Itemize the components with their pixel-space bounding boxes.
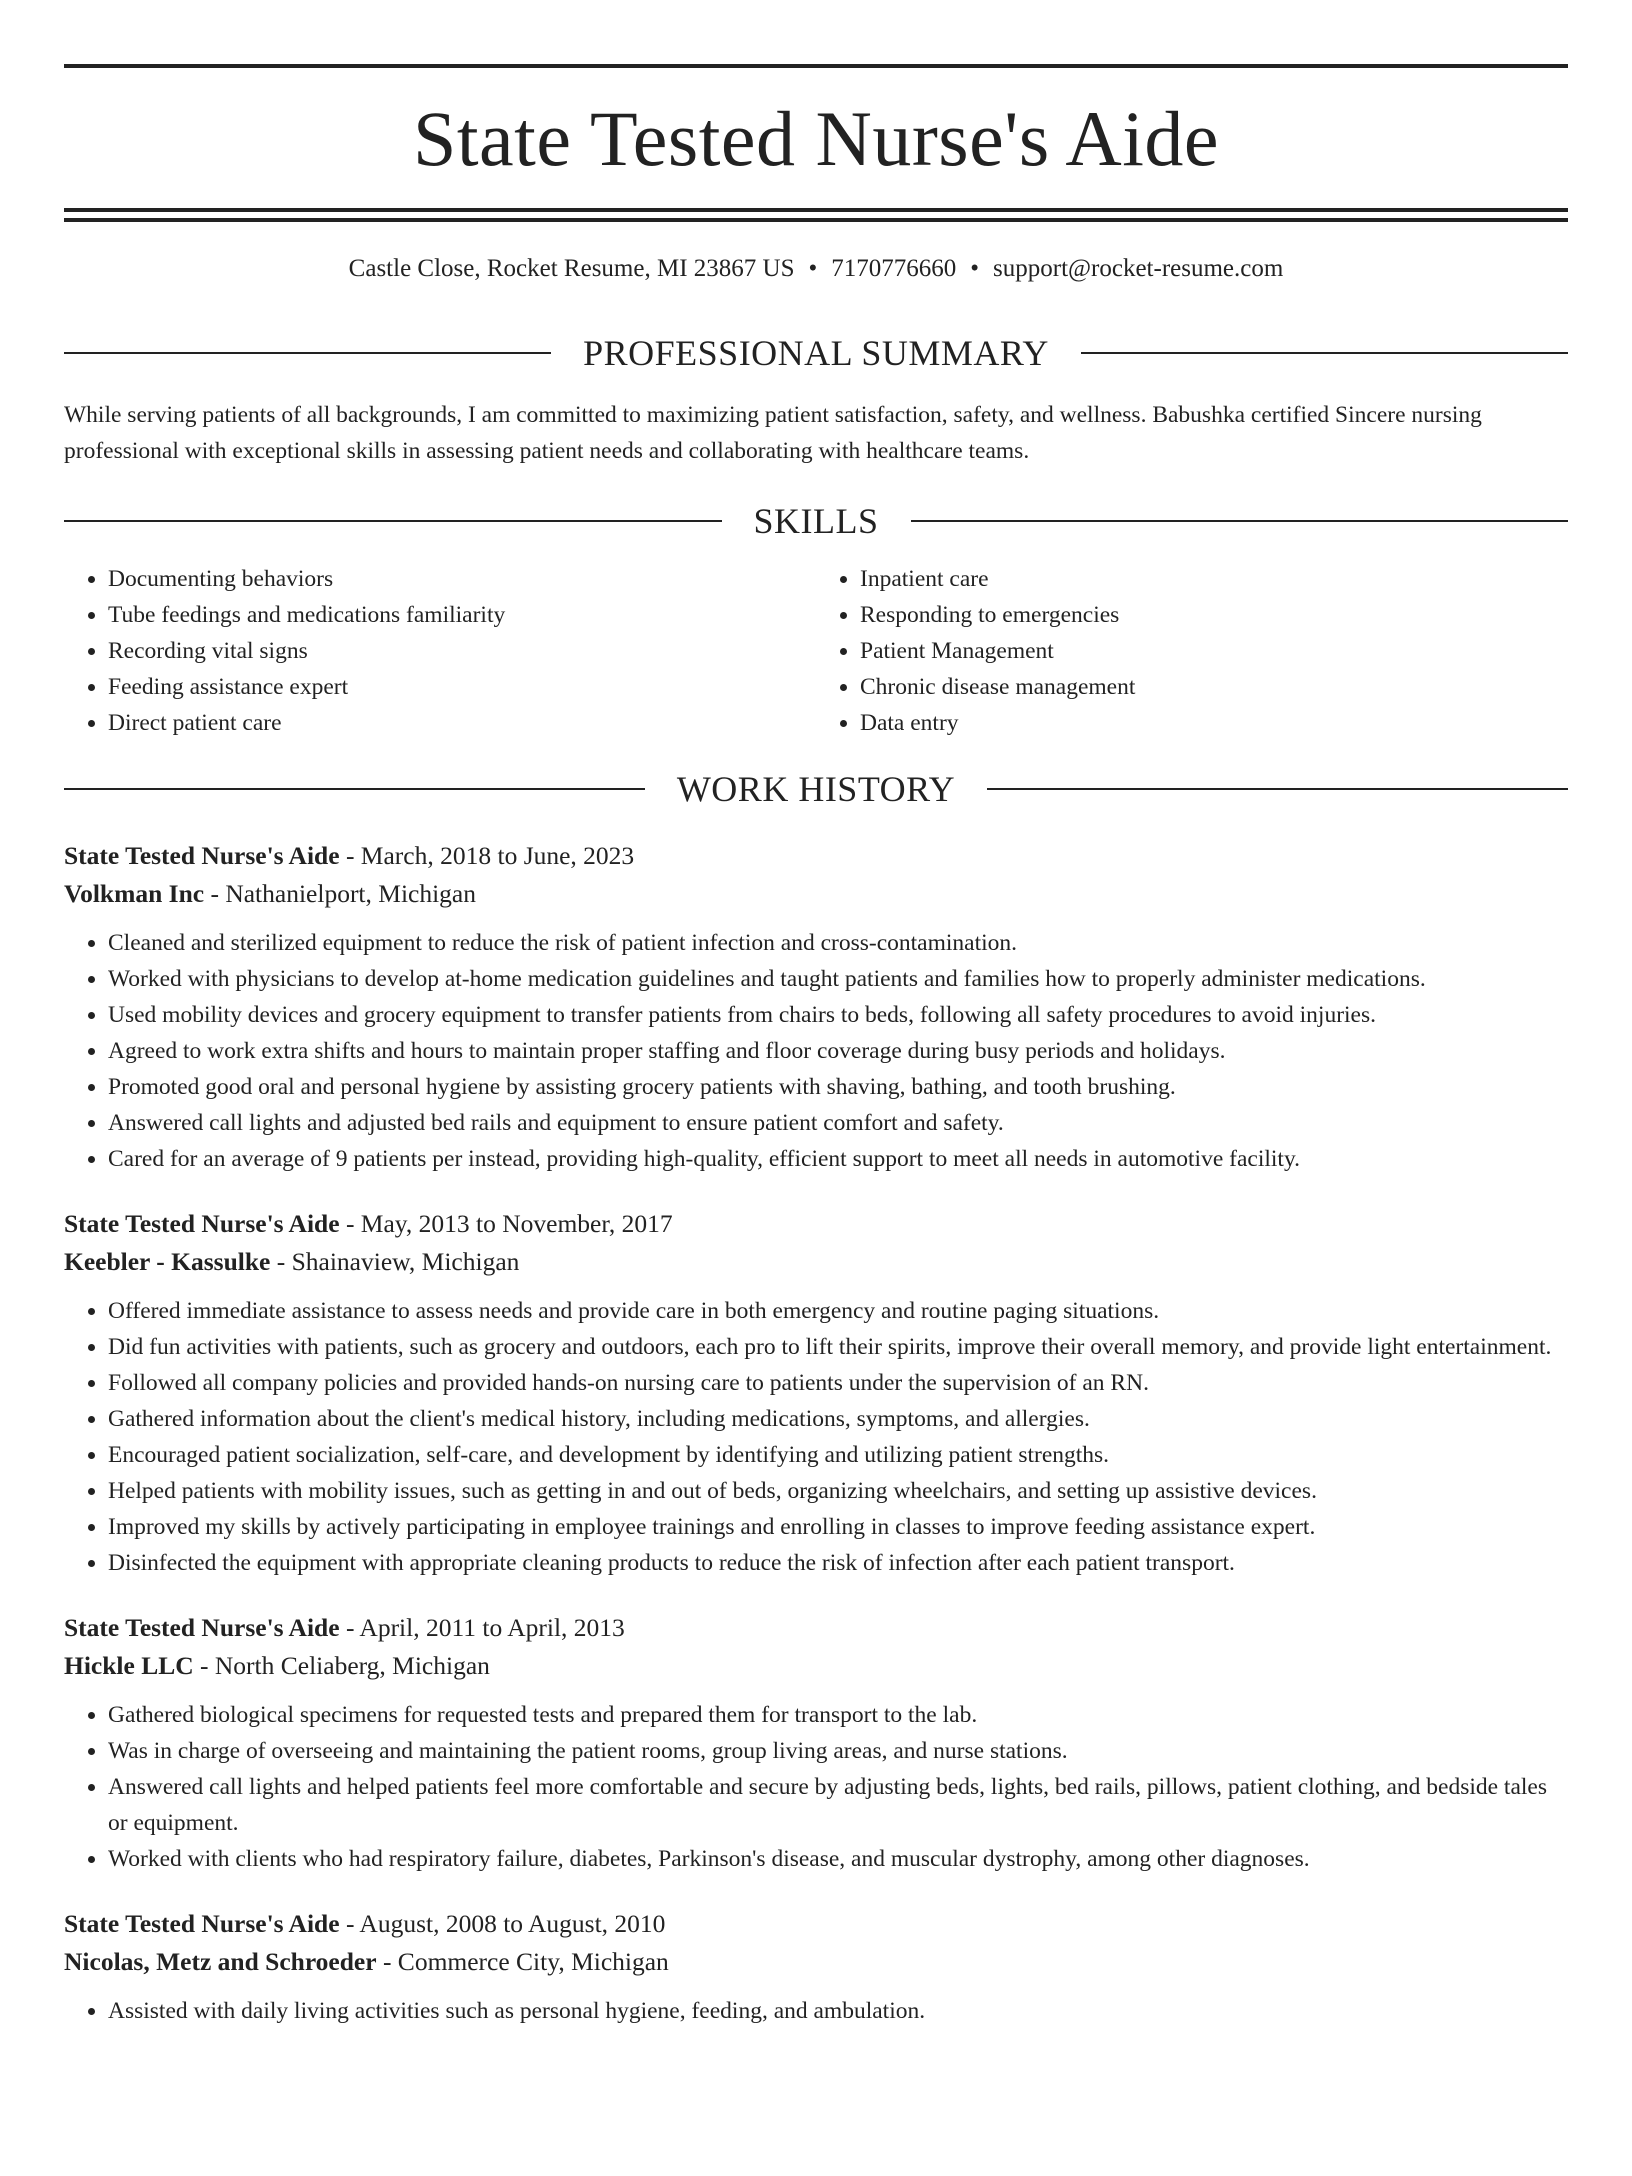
- job-title: State Tested Nurse's Aide: [64, 1613, 340, 1642]
- job-company-line: [64, 1243, 1568, 1281]
- resume-title: State Tested Nurse's Aide: [412, 95, 1220, 182]
- skill-item: • Patient Management: [860, 633, 1568, 669]
- contact-address: Castle Close, Rocket Resume, MI 23867 US: [348, 255, 795, 282]
- job-bullet: • Did fun activities with patients, such as grocery and outdoors, each pro to lift their spirits, improve their overall memory, and provide light entertainment.: [108, 1329, 1568, 1365]
- job-bullet: • Encouraged patient socialization, self-care, and development by identifying and utilizing patient strengths.: [108, 1437, 1568, 1473]
- job-bullet: • Agreed to work extra shifts and hours to maintain proper staffing and floor coverage during busy periods and holidays.: [108, 1033, 1568, 1069]
- summary-text: While serving patients of all backgrounds, I am committed to maximizing patient satisfaction, safety, and wellness. Babushka certified Sincere nursing professional with exceptional skills in assessing patient needs and collaborating with healthcare teams.: [64, 402, 1482, 464]
- job-bullet: • Cared for an average of 9 patients per instead, providing high-quality, efficient support to meet all needs in automotive facility.: [108, 1141, 1568, 1177]
- title-double-rule: [64, 208, 1568, 222]
- job-title: State Tested Nurse's Aide: [64, 841, 340, 870]
- job-bullet: • Gathered biological specimens for requested tests and prepared them for transport to the lab.: [108, 1697, 1568, 1733]
- contact-email: support@rocket-resume.com: [993, 255, 1284, 282]
- job-title-line: [64, 1205, 1568, 1243]
- job-bullet: • Gathered information about the client's medical history, including medications, symptoms, and allergies.: [108, 1401, 1568, 1437]
- job-bullet: • Offered immediate assistance to assess needs and provide care in both emergency and routine paging situations.: [108, 1293, 1568, 1329]
- contact-line: [64, 256, 1568, 281]
- job-title: State Tested Nurse's Aide: [64, 1209, 340, 1238]
- section-title: WORK HISTORY: [676, 769, 956, 809]
- job-bullet: • Assisted with daily living activities such as personal hygiene, feeding, and ambulation.: [108, 1993, 1568, 2029]
- job-bullets: [64, 925, 1568, 1177]
- job-bullet: • Answered call lights and adjusted bed rails and equipment to ensure patient comfort and safety.: [108, 1105, 1568, 1141]
- skill-item: • Documenting behaviors: [108, 561, 816, 597]
- job-bullet: • Followed all company policies and provided hands-on nursing care to patients under the supervision of an RN.: [108, 1365, 1568, 1401]
- job-location: - Shainaview, Michigan: [270, 1247, 520, 1276]
- job-entry: [64, 1609, 1568, 1877]
- job-entry: [64, 837, 1568, 1177]
- job-bullet: • Cleaned and sterilized equipment to reduce the risk of patient infection and cross-contamination.: [108, 925, 1568, 961]
- section-rule-left: [64, 520, 722, 522]
- job-title-line: [64, 837, 1568, 875]
- job-company-line: [64, 1943, 1568, 1981]
- skills-column-right: [816, 561, 1568, 741]
- contact-separator: •: [970, 255, 980, 282]
- top-rule: [64, 64, 1568, 68]
- job-bullet: • Promoted good oral and personal hygiene by assisting grocery patients with shaving, bathing, and tooth brushing.: [108, 1069, 1568, 1105]
- skill-item: • Tube feedings and medications familiarity: [108, 597, 816, 633]
- section-rule-right: [1081, 352, 1568, 354]
- skills-column-left: [64, 561, 816, 741]
- job-dates: - April, 2011 to April, 2013: [339, 1613, 625, 1642]
- job-company: Keebler - Kassulke: [64, 1247, 271, 1276]
- job-bullet: • Improved my skills by actively participating in employee trainings and enrolling in classes to improve feeding assistance expert.: [108, 1509, 1568, 1545]
- job-title-line: [64, 1609, 1568, 1647]
- skill-item: • Feeding assistance expert: [108, 669, 816, 705]
- section-title: SKILLS: [753, 501, 879, 541]
- job-bullet: • Was in charge of overseeing and maintaining the patient rooms, group living areas, and nurse stations.: [108, 1733, 1568, 1769]
- section-rule-left: [64, 788, 645, 790]
- job-title-line: [64, 1905, 1568, 1943]
- job-location: - Nathanielport, Michigan: [204, 879, 476, 908]
- section-header-skills: [64, 503, 1568, 539]
- job-bullet: • Disinfected the equipment with appropriate cleaning products to reduce the risk of infection after each patient transport.: [108, 1545, 1568, 1581]
- job-location: - Commerce City, Michigan: [376, 1947, 669, 1976]
- skill-item: • Recording vital signs: [108, 633, 816, 669]
- section-header-work: [64, 771, 1568, 807]
- contact-phone: 7170776660: [831, 255, 957, 282]
- job-bullets: [64, 1293, 1568, 1581]
- job-location: - North Celiaberg, Michigan: [193, 1651, 490, 1680]
- job-company: Volkman Inc: [64, 879, 205, 908]
- job-bullet: • Used mobility devices and grocery equipment to transfer patients from chairs to beds, following all safety procedures to avoid injuries.: [108, 997, 1568, 1033]
- job-bullet: • Helped patients with mobility issues, such as getting in and out of beds, organizing wheelchairs, and setting up assistive devices.: [108, 1473, 1568, 1509]
- job-dates: - August, 2008 to August, 2010: [339, 1909, 666, 1938]
- resume-page: [0, 64, 1632, 2176]
- job-company: Hickle LLC: [64, 1651, 194, 1680]
- skill-item: • Direct patient care: [108, 705, 816, 741]
- skill-item: • Responding to emergencies: [860, 597, 1568, 633]
- section-rule-right: [911, 520, 1569, 522]
- job-bullet: • Answered call lights and helped patients feel more comfortable and secure by adjusting beds, lights, bed rails, pillows, patient clothing, and bedside tales or equipment.: [108, 1769, 1568, 1841]
- section-rule-left: [64, 352, 551, 354]
- job-title: State Tested Nurse's Aide: [64, 1909, 340, 1938]
- job-entry: [64, 1905, 1568, 2029]
- job-dates: - May, 2013 to November, 2017: [339, 1209, 673, 1238]
- job-company-line: [64, 875, 1568, 913]
- skill-item: • Inpatient care: [860, 561, 1568, 597]
- job-bullet: • Worked with clients who had respiratory failure, diabetes, Parkinson's disease, and muscular dystrophy, among other diagnoses.: [108, 1841, 1568, 1877]
- job-bullet: • Worked with physicians to develop at-home medication guidelines and taught patients and families how to properly administer medications.: [108, 961, 1568, 997]
- job-entry: [64, 1205, 1568, 1581]
- skills-list: [64, 561, 1568, 741]
- section-title: PROFESSIONAL SUMMARY: [583, 333, 1049, 373]
- job-company: Nicolas, Metz and Schroeder: [64, 1947, 377, 1976]
- job-bullets: [64, 1697, 1568, 1877]
- section-header-summary: [64, 335, 1568, 371]
- skill-item: • Data entry: [860, 705, 1568, 741]
- job-dates: - March, 2018 to June, 2023: [339, 841, 635, 870]
- skill-item: • Chronic disease management: [860, 669, 1568, 705]
- contact-separator: •: [808, 255, 818, 282]
- job-bullets: [64, 1993, 1568, 2029]
- job-company-line: [64, 1647, 1568, 1685]
- section-rule-right: [987, 788, 1568, 790]
